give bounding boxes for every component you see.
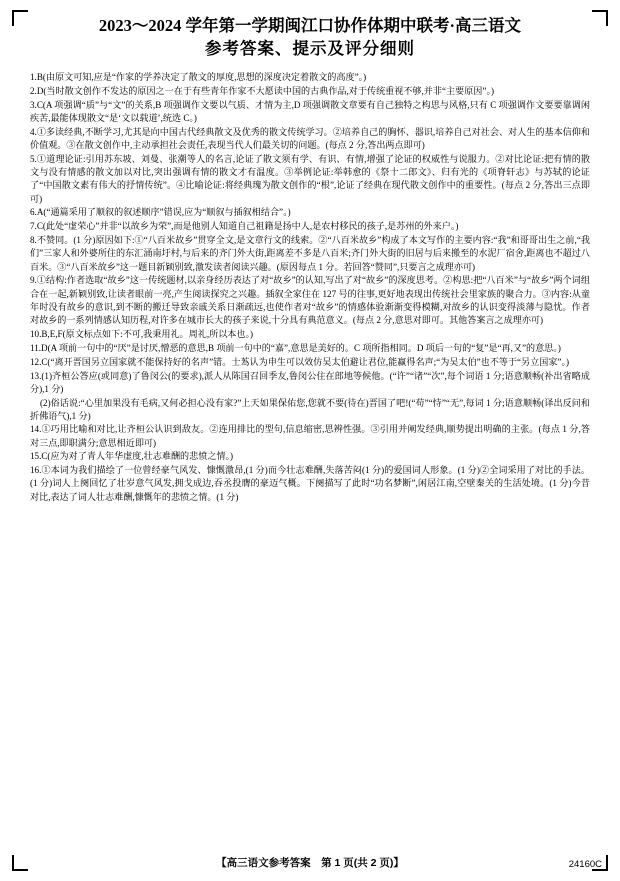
paper-code-label: 24160C bbox=[568, 859, 602, 870]
page-title bbox=[30, 14, 590, 61]
answer-item: 12.C(“离开晋国另立国家就不能保持好的名声”错。士蒍认为申生可以效仿吴太伯避让君位,能赢得名声;“为吴太伯”也不等于“另立国家”。) bbox=[30, 356, 570, 367]
answer-item: 10.B,E,F(原文标点如下:不可,我秉用礼。周礼,所以本也。) bbox=[30, 329, 254, 340]
answers-list bbox=[30, 71, 590, 504]
corner-mark-top-left bbox=[12, 10, 28, 26]
answer-item: 1.B(由原文可知,应是“作家的学养决定了散文的厚度,思想的深度决定着散文的高度”。) bbox=[30, 72, 367, 82]
answer-item: 3.C(A 项强调“质”与“文”的关系,B 项强调作文要以气质、才情为主,D 项强调散文章要有自己独特之构思与风格,只有 C 项强调作文要要靠调闲疾苦,最能体现散文“是‘文以载道’,统选 C。) bbox=[30, 99, 590, 123]
answer-item: 15.C(应为对了青人年华虚度,壮志难酬的悲愤之情。) bbox=[30, 451, 234, 462]
document-subtitle-line: 参考答案、提示及评分细则 bbox=[205, 39, 415, 58]
answer-item: 7.C(此处“虚荣心”并非“以故乡为荣”,而是他别人知道自己祖籍是扬中人,是农村移民的孩子,是苏州的外来户。) bbox=[30, 221, 459, 232]
answer-item: 8.不赞同。(1 分)原因如下:①“八百米故乡”贯穿全文,是文章行文的线索。②“八百米故乡”构成了本文写作的主要内容:“我”和哥哥出生之前,“我们”三家人和外婆所住的东汇涌南圩村,与后来的齐门外大街,距离差不多是八百米;齐门外大街的旧居与后来搬至的水泥厂宿舍,距离也不超过八百米。③“八百米故乡”这一题目新颖别致,激发读者阅读兴趣。(原因每点 1 分。若回答“赞同”,只要言之成理亦可) bbox=[30, 235, 590, 272]
answer-item: 14.①巧用比喻和对比,让齐桓公认识到敌友。②连用排比的型句,信息缩密,思辨性强。③引用并阐发经典,顺势提出明确的主张。(每点 1 分,答对三点,即职满分;意思相近即可) bbox=[30, 424, 590, 448]
corner-mark-top-right bbox=[592, 10, 608, 26]
answer-item: 16.①本词为我们描绘了一位曾经豪气风发、慷慨激昂,(1 分)而今壮志难酬,失落苦闷(1 分)的爱国词人形象。(1 分)②全词采用了对比的手法。(1 分)词人上阕回忆了壮岁意气风发,拥戈成边,吞丞投膺的豪迈气概。下阕描写了此时“功名梦断”,闲居江南,空壁秦关的生活处境。(1 分)今昔对比,表达了词人壮志难酬,慷慨年的悲愤之情。(1 分) bbox=[30, 465, 590, 502]
exam-title-line: 2023～2024 学年第一学期闽江口协作体期中联考·高三语文 bbox=[98, 16, 522, 35]
answer-item: 9.①结构:作者选取“故乡”这一传统题材,以亲身经历表达了对“故乡”的认知,写出了对“故乡”的深度思考。②构思:把“八百米”与“故乡”两个词组合在一起,新颖别致,让读者眼前一亮,产生阅读探究之兴趣。插叙全家住在 127 号的往事,更好地表现出传统社会里家族的聚合力。③内容:从童年时没有故乡的意识,到不断的搬迁导致亲戚关系日渐疏远,也使作者对“故乡”的情感体验渐渐变得模糊,对故乡的认识变得淡薄与隐忧。作者对故乡的一系列情感认知历程,对许多在城市长大的孩子来说,十分具有典范意义。(每点 2 分,意思对即可。其他答案言之成理亦可) bbox=[30, 275, 590, 326]
answer-subitem: (2)俗话说:“心里加果没有毛病,又何必担心没有家?”上天如果保佑您,您就不要(待在)晋国了吧!(“苟”“恃”“无”,每词 1 分;语意顺畅(译出反问和折佛语气),1 分) bbox=[30, 397, 590, 421]
page-number-label: 【高三语文参考答案 第 1 页(共 2 页)】 bbox=[216, 857, 404, 869]
answer-item: 5.①道理论证:引用苏东坡、刘曼、张潮等人的名言,论证了散文须有学、有识、有情,增强了论证的权威性与说服力。②对比论证:把有情的散文与没有情感的散文加以对比,突出强调有情的散文才有温度。③举例论证:举韩愈的《祭十二郎文》、归有光的《项脊轩志》与苏轼的论证了“中国散文素有伟大的抒情传统”。④比喻论证:将经典瑰为散文创作的“根”,论证了经典在现代散文创作中的重要性。(每点 2 分,答出三点即可) bbox=[30, 153, 590, 204]
answer-item: 2.D(当时散文创作不发达的原因之一在于有些青年作家不大愿读中国的古典作品,对于传统重视不够,并非“主要原因”。) bbox=[30, 85, 495, 96]
answer-item: 11.D(A 项前一句中的“厌”是讨厌,憎恶的意思,B 项前一句中的“嘉”,意思是美好的。C 项所指相同。D 项后一句的“复”是“再,又”的意思。) bbox=[30, 342, 561, 353]
answer-item: 6.A(“通篇采用了顺叙的叙述顺序”错误,应为“顺叙与插叙相结合”。) bbox=[30, 207, 291, 218]
answer-item: 13.(1)齐桓公答应(或同意)了鲁闵公(的要求),派人从陈国召回季友,鲁闵公住在郎地等候他。(“许”“诸”“次”,每个词语 1 分;语意顺畅(补出省略成分),1 分) bbox=[30, 370, 590, 394]
answer-item: 4.①多读经典,不断学习,尤其是向中国古代经典散文及优秀的散文传统学习。②培养自己的胸怀、器识,培养自己对社会、对人生的基本信仰和价值观。③在散文创作中,主动承担社会责任,表现当代人们最关切的问题。(每点 2 分,答出两点即可) bbox=[30, 126, 590, 150]
page-footer bbox=[0, 851, 620, 873]
